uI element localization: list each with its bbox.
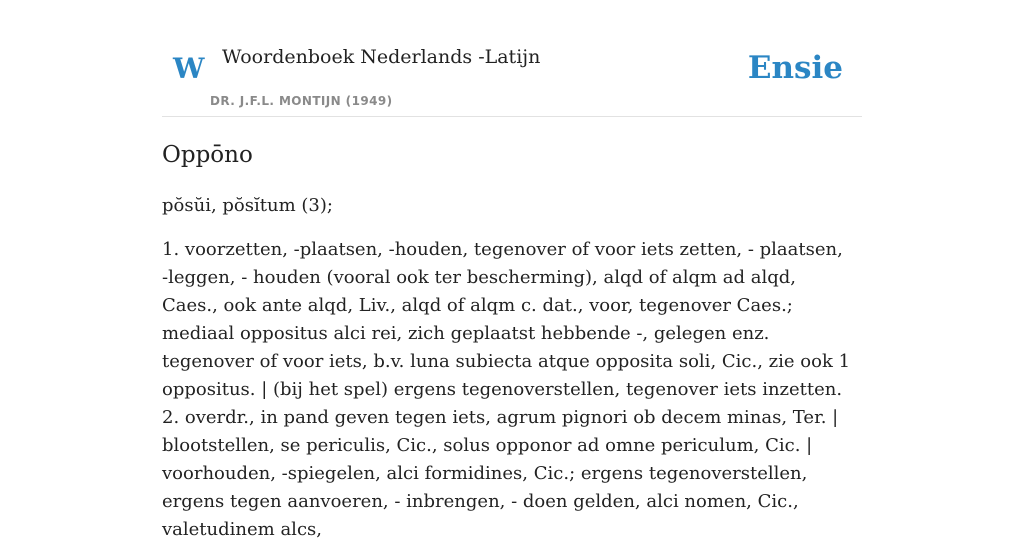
ensie-logo-link[interactable]: Ensie — [747, 50, 843, 86]
entry-content — [162, 138, 852, 544]
sense-1: 1. voorzetten, -plaatsen, -houden, tegenover of voor iets zetten, - plaatsen, -leggen, - houden (vooral ook ter bescherming), alqd of alqm ad alqd, Caes., ook ante alqd, Liv., alqd of alqm c. dat., voor, tegenover Caes.; mediaal oppositus alci rei, zich geplaatst hebbende -, gelegen enz. tegenover of voor iets, b.v. luna subiecta atque opposita soli, Cic., zie ook 1 oppositus. | (bij het spel) ergens tegenoverstellen, tegenover iets inzetten. — [162, 239, 851, 400]
entry-definition — [162, 236, 852, 544]
dictionary-header — [162, 0, 862, 117]
book-author: DR. J.F.L. MONTIJN (1949) — [210, 94, 393, 108]
entry-headword: Oppōno — [162, 142, 253, 168]
entry-forms: pŏsŭi, pŏsĭtum (3); — [162, 195, 333, 216]
sense-2: 2. overdr., in pand geven tegen iets, agrum pignori ob decem minas, Ter. | blootstellen, se periculis, Cic., solus opponor ad omne periculum, Cic. | voorhouden, -spiegelen, alci formidines, Cic.; ergens tegenoverstellen, ergens tegen aanvoeren, - inbrengen, - doen gelden, alci nomen, Cic., valetudinem alcs, — [162, 407, 839, 540]
wiki-logo-link[interactable]: W — [173, 52, 205, 85]
book-title[interactable]: Woordenboek Nederlands -Latijn — [222, 46, 541, 68]
